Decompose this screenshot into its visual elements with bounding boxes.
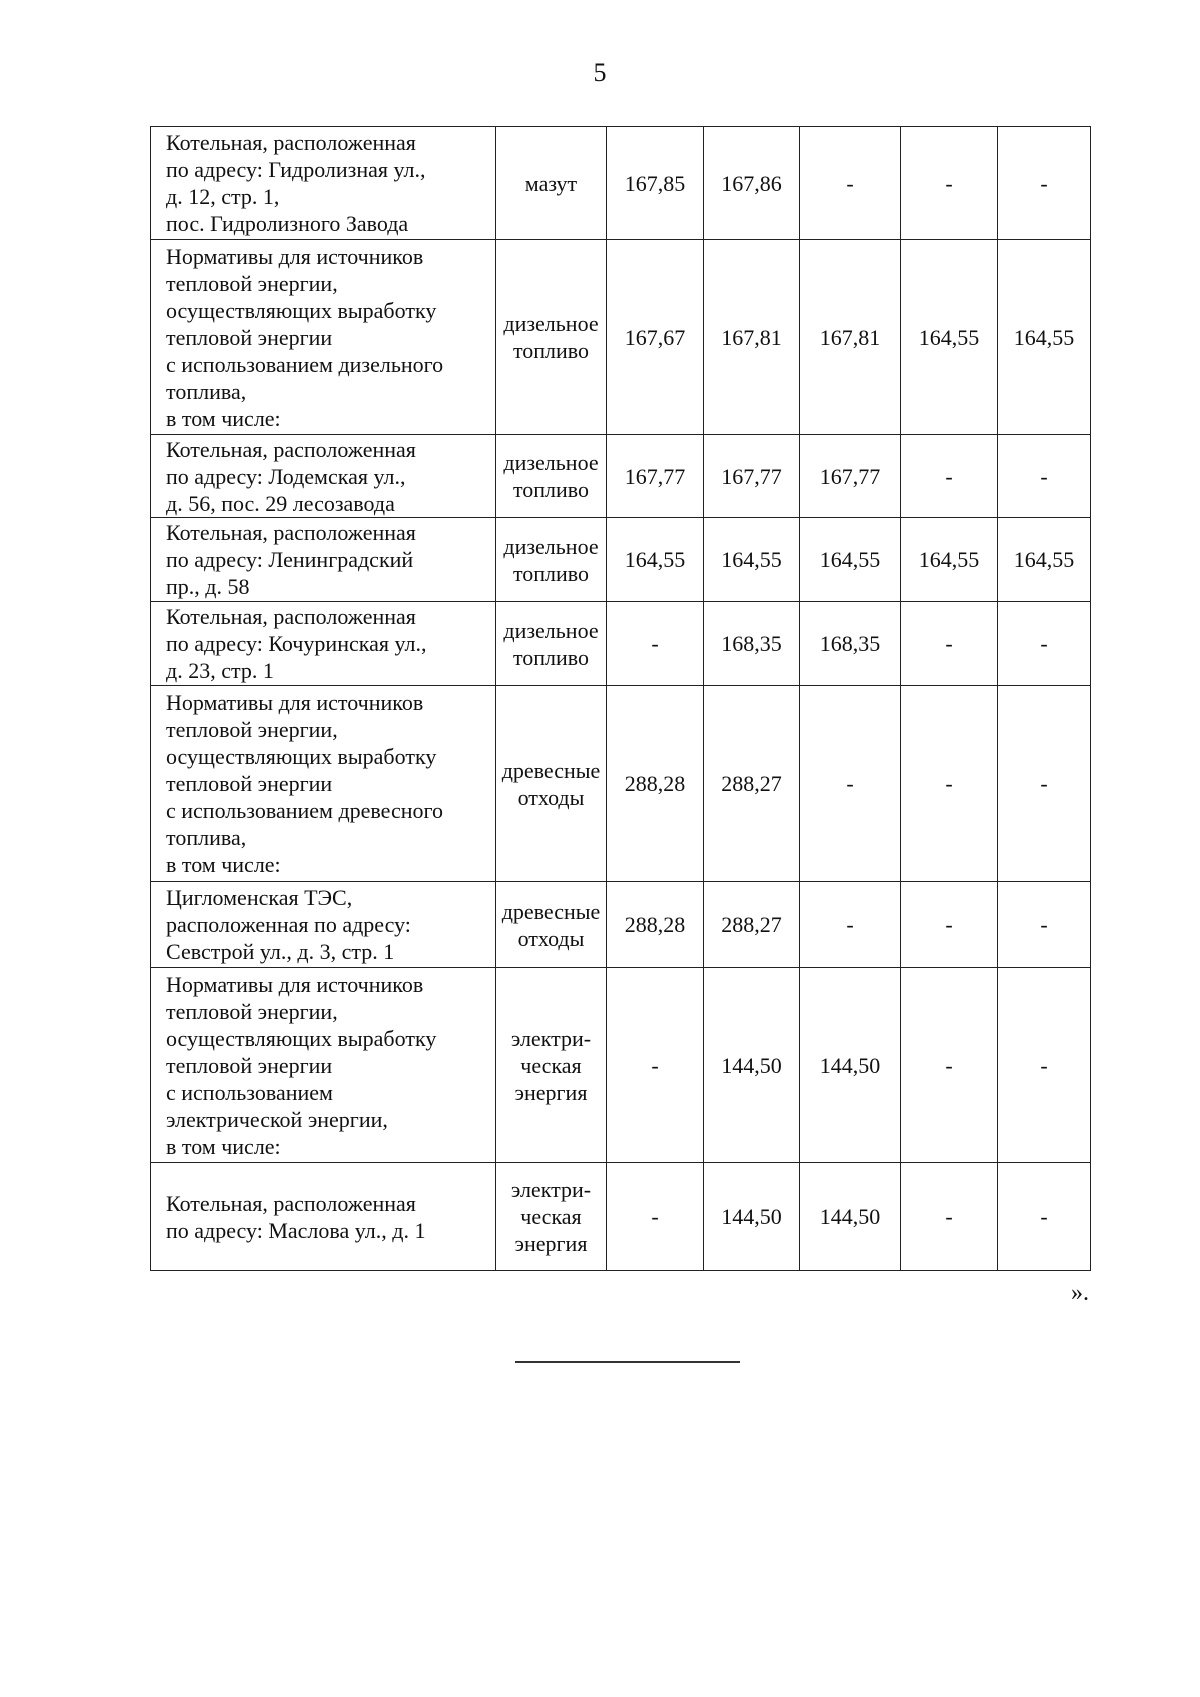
end-divider — [515, 1361, 740, 1363]
value-cell: - — [998, 602, 1091, 686]
value-cell: - — [901, 1163, 998, 1271]
row-description: Котельная, расположенная по адресу: Кочуринская ул., д. 23, стр. 1 — [151, 602, 496, 686]
table-row — [151, 602, 1091, 686]
row-description: Нормативы для источников тепловой энергии, осуществляющих выработку тепловой энергии с использованием электрической энергии, в том числе: — [151, 968, 496, 1163]
row-description: Котельная, расположенная по адресу: Лодемская ул., д. 56, пос. 29 лесозавода — [151, 435, 496, 518]
row-description: Цигломенская ТЭС, расположенная по адресу: Севстрой ул., д. 3, стр. 1 — [151, 882, 496, 968]
value-cell: 167,81 — [800, 240, 901, 435]
value-cell: 164,55 — [901, 240, 998, 435]
table-row — [151, 518, 1091, 602]
row-description: Котельная, расположенная по адресу: Ленинградский пр., д. 58 — [151, 518, 496, 602]
value-cell: 164,55 — [998, 518, 1091, 602]
value-cell: - — [901, 127, 998, 240]
value-cell: - — [998, 127, 1091, 240]
row-description: Нормативы для источников тепловой энергии, осуществляющих выработку тепловой энергии с использованием дизельного топлива, в том числе: — [151, 240, 496, 435]
value-cell: 167,85 — [607, 127, 704, 240]
value-cell: 168,35 — [704, 602, 800, 686]
value-cell: - — [998, 435, 1091, 518]
value-cell: 167,77 — [704, 435, 800, 518]
value-cell: - — [901, 882, 998, 968]
table-row — [151, 435, 1091, 518]
value-cell: - — [607, 1163, 704, 1271]
value-cell: 144,50 — [704, 1163, 800, 1271]
fuel-type: мазут — [496, 127, 607, 240]
table-row — [151, 686, 1091, 882]
table-row — [151, 882, 1091, 968]
value-cell: 167,77 — [607, 435, 704, 518]
fuel-type: древесные отходы — [496, 686, 607, 882]
fuel-type: дизельное топливо — [496, 602, 607, 686]
fuel-type: древесные отходы — [496, 882, 607, 968]
value-cell: 167,86 — [704, 127, 800, 240]
table-row — [151, 1163, 1091, 1271]
value-cell: - — [998, 686, 1091, 882]
value-cell: - — [901, 435, 998, 518]
value-cell: 144,50 — [800, 968, 901, 1163]
row-description: Котельная, расположенная по адресу: Гидролизная ул., д. 12, стр. 1, пос. Гидролизного Завода — [151, 127, 496, 240]
fuel-type: дизельное топливо — [496, 518, 607, 602]
value-cell: 288,27 — [704, 686, 800, 882]
fuel-norms-table — [150, 126, 1091, 1271]
fuel-type: дизельное топливо — [496, 240, 607, 435]
fuel-type: электри- ческая энергия — [496, 1163, 607, 1271]
value-cell: - — [800, 686, 901, 882]
value-cell: 288,28 — [607, 882, 704, 968]
value-cell: - — [800, 127, 901, 240]
value-cell: - — [901, 602, 998, 686]
value-cell: - — [998, 1163, 1091, 1271]
value-cell: - — [901, 686, 998, 882]
value-cell: - — [607, 968, 704, 1163]
value-cell: 288,28 — [607, 686, 704, 882]
value-cell: 288,27 — [704, 882, 800, 968]
value-cell: 164,55 — [607, 518, 704, 602]
value-cell: 167,67 — [607, 240, 704, 435]
value-cell: - — [800, 882, 901, 968]
value-cell: 167,77 — [800, 435, 901, 518]
value-cell: 167,81 — [704, 240, 800, 435]
value-cell: - — [998, 968, 1091, 1163]
page-number: 5 — [593, 58, 607, 87]
table-row — [151, 240, 1091, 435]
value-cell: 168,35 — [800, 602, 901, 686]
fuel-type: электри- ческая энергия — [496, 968, 607, 1163]
value-cell: - — [998, 882, 1091, 968]
value-cell: 144,50 — [704, 968, 800, 1163]
value-cell: 164,55 — [704, 518, 800, 602]
row-description: Нормативы для источников тепловой энергии, осуществляющих выработку тепловой энергии с использованием древесного топлива, в том числе: — [151, 686, 496, 882]
closing-quote: ». — [1071, 1280, 1089, 1306]
value-cell: 144,50 — [800, 1163, 901, 1271]
fuel-type: дизельное топливо — [496, 435, 607, 518]
value-cell: 164,55 — [800, 518, 901, 602]
table-row — [151, 127, 1091, 240]
table-row — [151, 968, 1091, 1163]
value-cell: - — [607, 602, 704, 686]
value-cell: 164,55 — [998, 240, 1091, 435]
row-description: Котельная, расположенная по адресу: Маслова ул., д. 1 — [151, 1163, 496, 1271]
value-cell: 164,55 — [901, 518, 998, 602]
value-cell: - — [901, 968, 998, 1163]
